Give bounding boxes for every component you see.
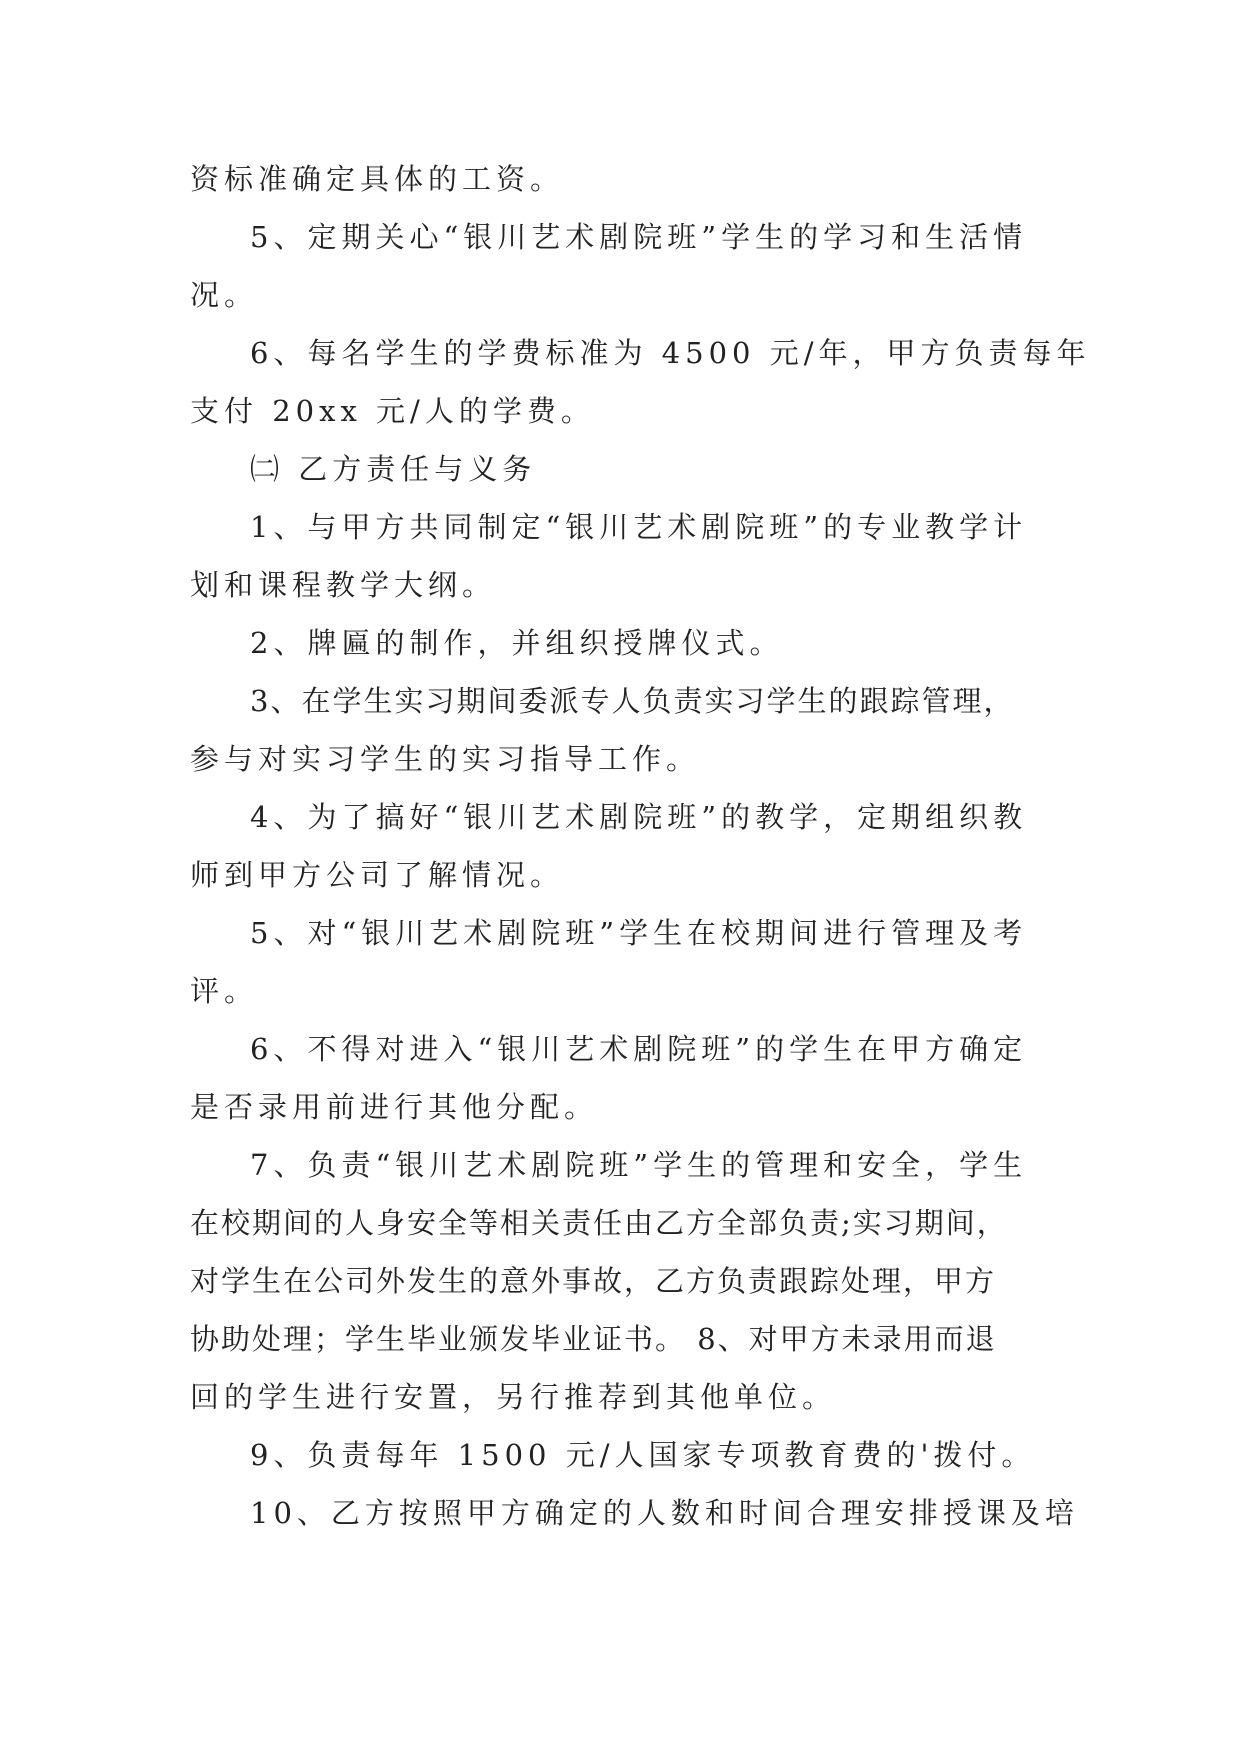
paragraph-line: 师到甲方公司了解情况。 bbox=[190, 858, 565, 892]
paragraph-line: 6、每名学生的学费标准为 4500 元/年，甲方负责每年 bbox=[250, 336, 1091, 370]
paragraph-line: 9、负责每年 1500 元/人国家专项教育费的'拨付。 bbox=[250, 1438, 1036, 1472]
paragraph-line: 2、牌匾的制作，并组织授牌仪式。 bbox=[250, 626, 784, 660]
paragraph-line: 3、在学生实习期间委派专人负责实习学生的跟踪管理， bbox=[250, 684, 1015, 718]
paragraph-line: 在校期间的人身安全等相关责任由乙方全部负责;实习期间， bbox=[190, 1206, 1008, 1240]
paragraph-line: 10、乙方按照甲方确定的人数和时间合理安排授课及培 bbox=[250, 1496, 1079, 1530]
paragraph-line: 5、定期关心“银川艺术剧院班”学生的学习和生活情 bbox=[250, 220, 1028, 254]
paragraph-line: 对学生在公司外发生的意外事故，乙方负责跟踪处理，甲方 bbox=[190, 1264, 997, 1298]
paragraph-line: 7、负责“银川艺术剧院班”学生的管理和安全，学生 bbox=[250, 1148, 1028, 1182]
paragraph-line: 况。 bbox=[190, 278, 259, 312]
paragraph-line: 评。 bbox=[190, 974, 259, 1008]
paragraph-line: 5、对“银川艺术剧院班”学生在校期间进行管理及考 bbox=[250, 916, 1028, 950]
paragraph-line: 支付 20xx 元/人的学费。 bbox=[190, 394, 595, 428]
paragraph-line: 资标准确定具体的工资。 bbox=[190, 162, 565, 196]
paragraph-line: 1、与甲方共同制定“银川艺术剧院班”的专业教学计 bbox=[250, 510, 1028, 544]
paragraph-line: 是否录用前进行其他分配。 bbox=[190, 1090, 599, 1124]
paragraph-line: 协助处理；学生毕业颁发毕业证书。 8、对甲方未录用而退 bbox=[190, 1322, 997, 1356]
paragraph-line: 4、为了搞好“银川艺术剧院班”的教学，定期组织教 bbox=[250, 800, 1028, 834]
paragraph-line: 回的学生进行安置，另行推荐到其他单位。 bbox=[190, 1380, 837, 1414]
paragraph-line: 划和课程教学大纲。 bbox=[190, 568, 497, 602]
paragraph-line: 参与对实习学生的实习指导工作。 bbox=[190, 742, 701, 776]
document-body bbox=[190, 150, 1091, 1542]
section-heading: ㈡ 乙方责任与义务 bbox=[250, 452, 537, 486]
paragraph-line: 6、不得对进入“银川艺术剧院班”的学生在甲方确定 bbox=[250, 1032, 1028, 1066]
